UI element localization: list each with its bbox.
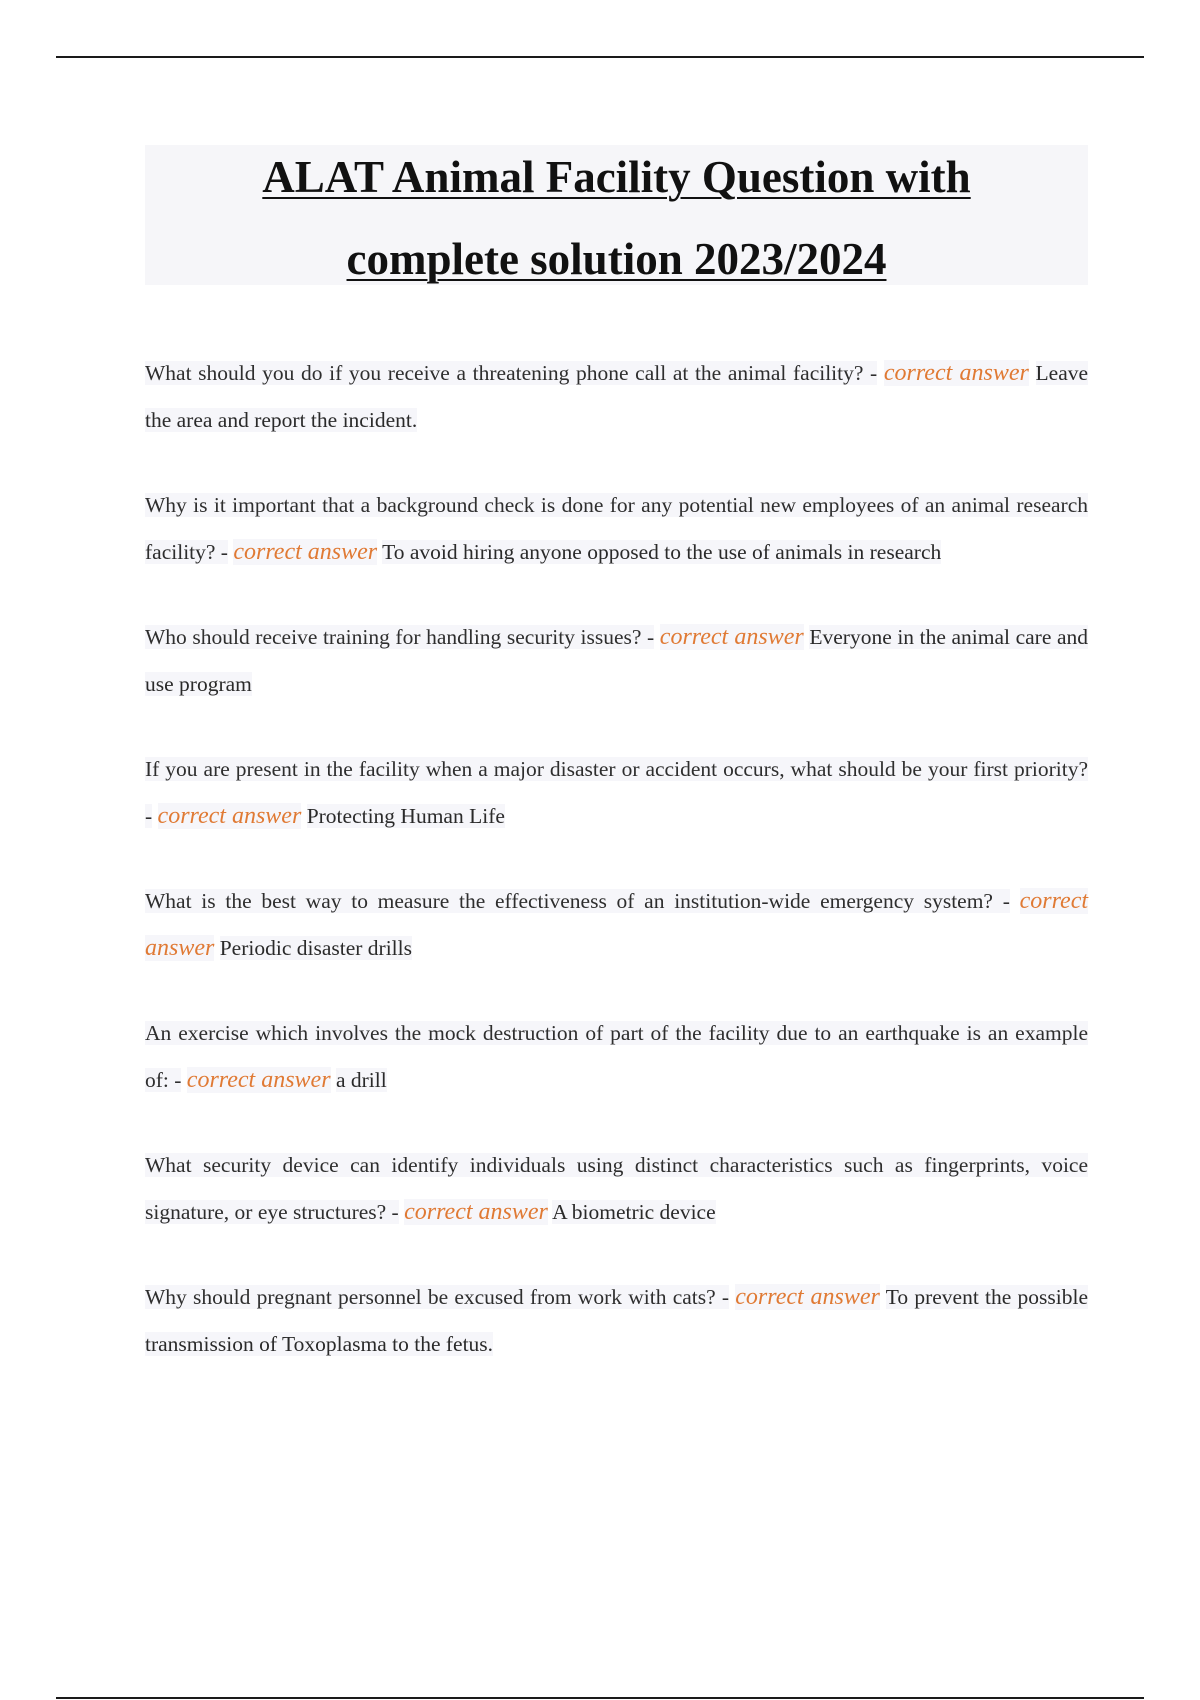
correct-answer-label: correct answer bbox=[186, 1067, 331, 1093]
qa-item-3 bbox=[145, 614, 1088, 708]
question-text: What should you do if you receive a threatening phone call at the animal facility? - bbox=[145, 361, 878, 385]
answer-text: To avoid hiring anyone opposed to the use of animals in research bbox=[382, 540, 942, 564]
question-text: Who should receive training for handling security issues? - bbox=[145, 625, 655, 649]
answer-text: Protecting Human Life bbox=[306, 804, 505, 828]
question-text: What security device can identify individuals using distinct characteristics such as fingerprints, voice signature, or eye structures? - bbox=[145, 1153, 1088, 1224]
bottom-rule bbox=[56, 1697, 1144, 1699]
question-text: An exercise which involves the mock destruction of part of the facility due to an earthquake is an example of: - bbox=[145, 1021, 1088, 1092]
correct-answer-label: correct answer bbox=[883, 360, 1029, 386]
question-text: Why should pregnant personnel be excused from work with cats? - bbox=[145, 1285, 730, 1309]
question-text: If you are present in the facility when a major disaster or accident occurs, what should be your first priority? - bbox=[145, 757, 1088, 828]
answer-text: Periodic disaster drills bbox=[219, 936, 412, 960]
title-block bbox=[145, 145, 1088, 285]
qa-item-4 bbox=[145, 746, 1088, 840]
answer-text: A biometric device bbox=[552, 1200, 716, 1224]
qa-item-1 bbox=[145, 350, 1088, 444]
correct-answer-label: correct answer bbox=[404, 1199, 548, 1225]
qa-item-6 bbox=[145, 1010, 1088, 1104]
qa-item-7 bbox=[145, 1142, 1088, 1236]
question-text: What is the best way to measure the effectiveness of an institution-wide emergency system? - bbox=[145, 889, 1010, 913]
qa-item-5 bbox=[145, 878, 1088, 972]
answer-text: a drill bbox=[335, 1068, 387, 1092]
qa-item-8 bbox=[145, 1274, 1088, 1368]
top-rule bbox=[56, 56, 1144, 58]
answer-text: To prevent the possible transmission of Toxoplasma to the fetus. bbox=[145, 1285, 1088, 1356]
question-text: Why is it important that a background check is done for any potential new employees of an animal research facility? - bbox=[145, 493, 1088, 564]
qa-list bbox=[145, 350, 1088, 1368]
document-title-line-2: complete solution 2023/2024 bbox=[346, 234, 887, 284]
correct-answer-label: correct answer bbox=[145, 888, 1089, 961]
correct-answer-label: correct answer bbox=[233, 539, 378, 565]
correct-answer-label: correct answer bbox=[157, 803, 302, 829]
document-title-line-1: ALAT Animal Facility Question with bbox=[262, 152, 971, 202]
answer-text: Everyone in the animal care and use program bbox=[145, 625, 1088, 696]
qa-item-2 bbox=[145, 482, 1088, 576]
answer-text: Leave the area and report the incident. bbox=[145, 361, 1089, 432]
correct-answer-label: correct answer bbox=[659, 624, 804, 650]
correct-answer-label: correct answer bbox=[735, 1284, 880, 1310]
